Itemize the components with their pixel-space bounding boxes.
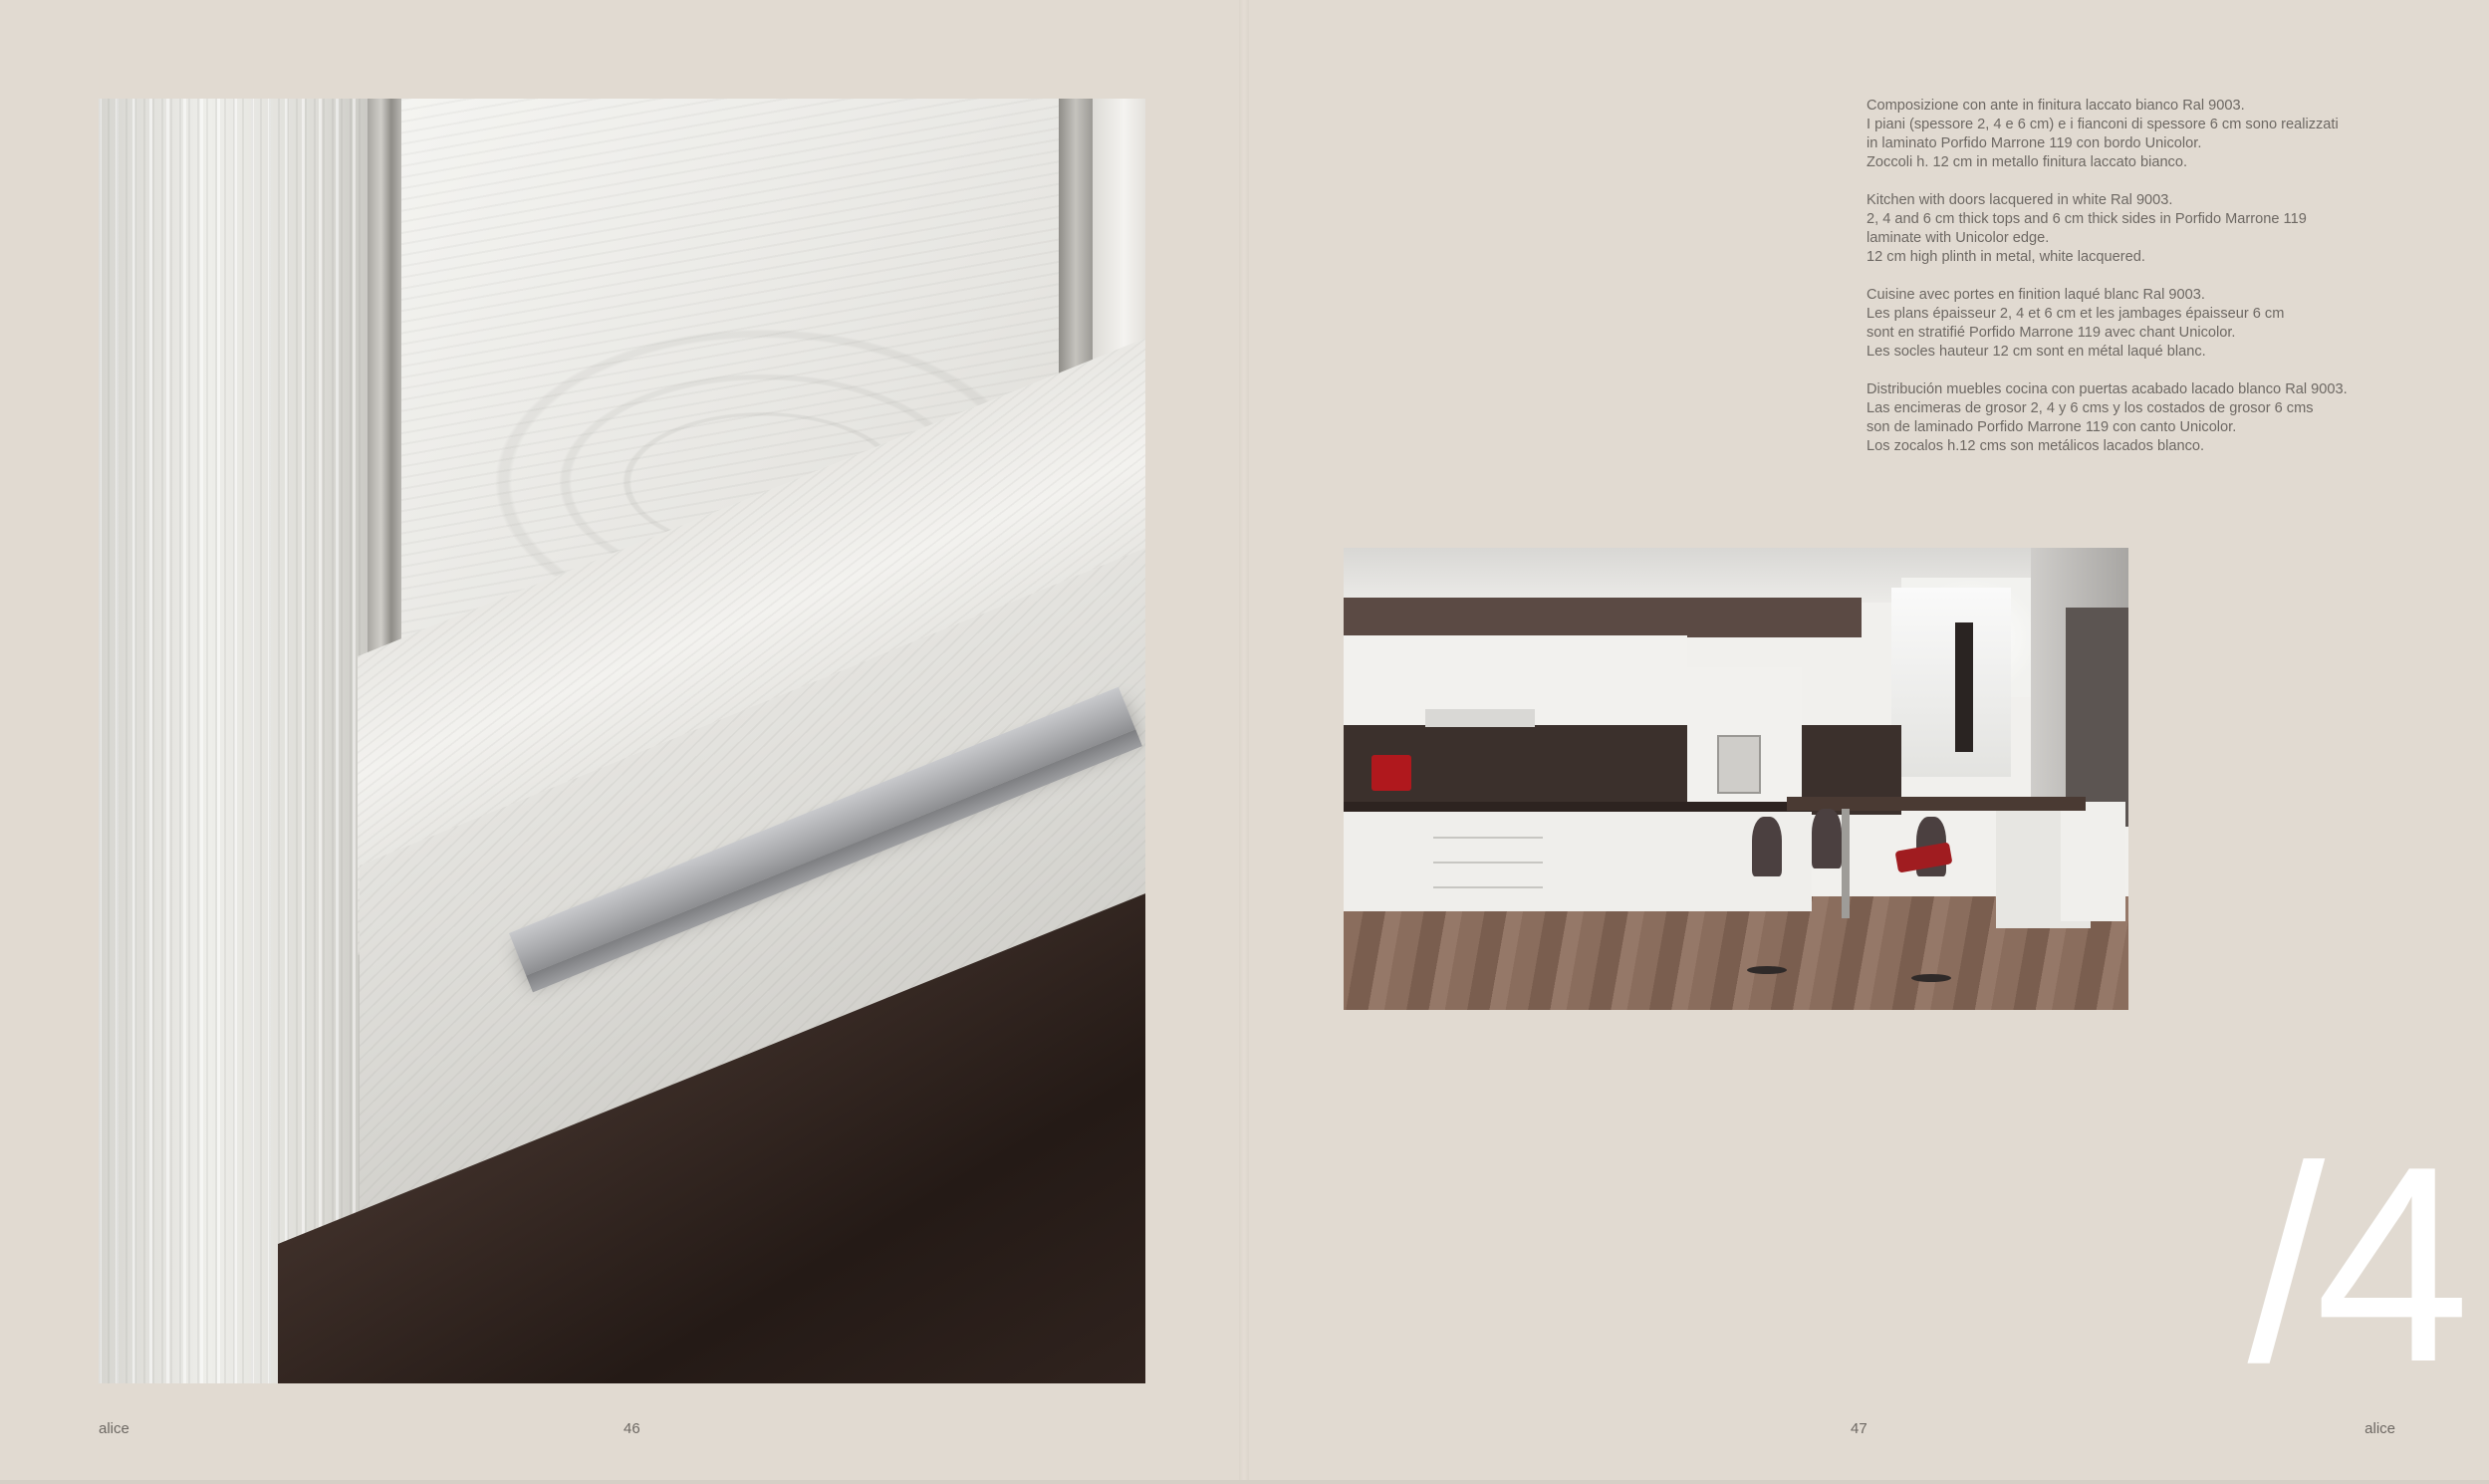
- doorway: [2066, 608, 2128, 827]
- chapter-number: /4: [2247, 1110, 2460, 1420]
- product-description: [1867, 97, 2424, 475]
- page-edge: [0, 1480, 2489, 1484]
- drawer-line: [1433, 837, 1543, 839]
- worktop: [1344, 802, 1812, 812]
- range-hood: [1425, 709, 1535, 727]
- island-end: [2061, 802, 2125, 921]
- description-italian: Composizione con ante in finitura laccato bianco Ral 9003. I piani (spessore 2, 4 e 6 cm) e i fianconi di spessore 6 cm sono realizzati in laminato Porfido Marrone 119 con bordo Unicolor. Zoccoli h. 12 cm in metallo finitura laccato bianco.: [1867, 98, 2339, 170]
- description-spanish: Distribución muebles cocina con puertas acabado lacado blanco Ral 9003. Las encimeras de grosor 2, 4 y 6 cms y los costados de grosor 6 cms son de laminado Porfido Marrone 119 con canto Unicolor. Los zocalos h.12 cms son metálicos lacados blanco.: [1867, 381, 2348, 454]
- right-footer-brand: alice: [2365, 1420, 2395, 1437]
- page-gutter: [1239, 0, 1249, 1484]
- stool-base: [1911, 974, 1951, 982]
- left-page-number: 46: [623, 1420, 640, 1437]
- drawer-line: [1433, 886, 1543, 888]
- wine-rack: [1955, 622, 1973, 752]
- bar-stool: [1812, 809, 1842, 868]
- table-leg: [1842, 809, 1850, 918]
- base-cabinets: [1344, 812, 1812, 911]
- wall-band: [1344, 598, 1862, 637]
- bar-stool: [1752, 817, 1782, 876]
- right-page-number: 47: [1851, 1420, 1867, 1437]
- stool-base: [1747, 966, 1787, 974]
- description-english: Kitchen with doors lacquered in white Ral 9003. 2, 4 and 6 cm thick tops and 6 cm thick sides in Porfido Marrone 119 laminate with Unicolor edge. 12 cm high plinth in metal, white lacquered.: [1867, 192, 2307, 265]
- window: [1891, 588, 2011, 777]
- wall-cabinets: [1538, 635, 1687, 727]
- kitchen-photo: [1344, 548, 2128, 1010]
- description-french: Cuisine avec portes en finition laqué blanc Ral 9003. Les plans épaisseur 2, 4 et 6 cm et les jambages épaisseur 6 cm sont en stratifié Porfido Marrone 119 avec chant Unicolor. Les socles hauteur 12 cm sont en métal laqué blanc.: [1867, 287, 2285, 360]
- left-footer-brand: alice: [99, 1420, 129, 1437]
- oven: [1717, 735, 1761, 794]
- door-handle-detail-photo: [99, 99, 1145, 1383]
- red-appliance: [1371, 755, 1411, 791]
- drawer-line: [1433, 862, 1543, 864]
- door-stile: [99, 99, 373, 1383]
